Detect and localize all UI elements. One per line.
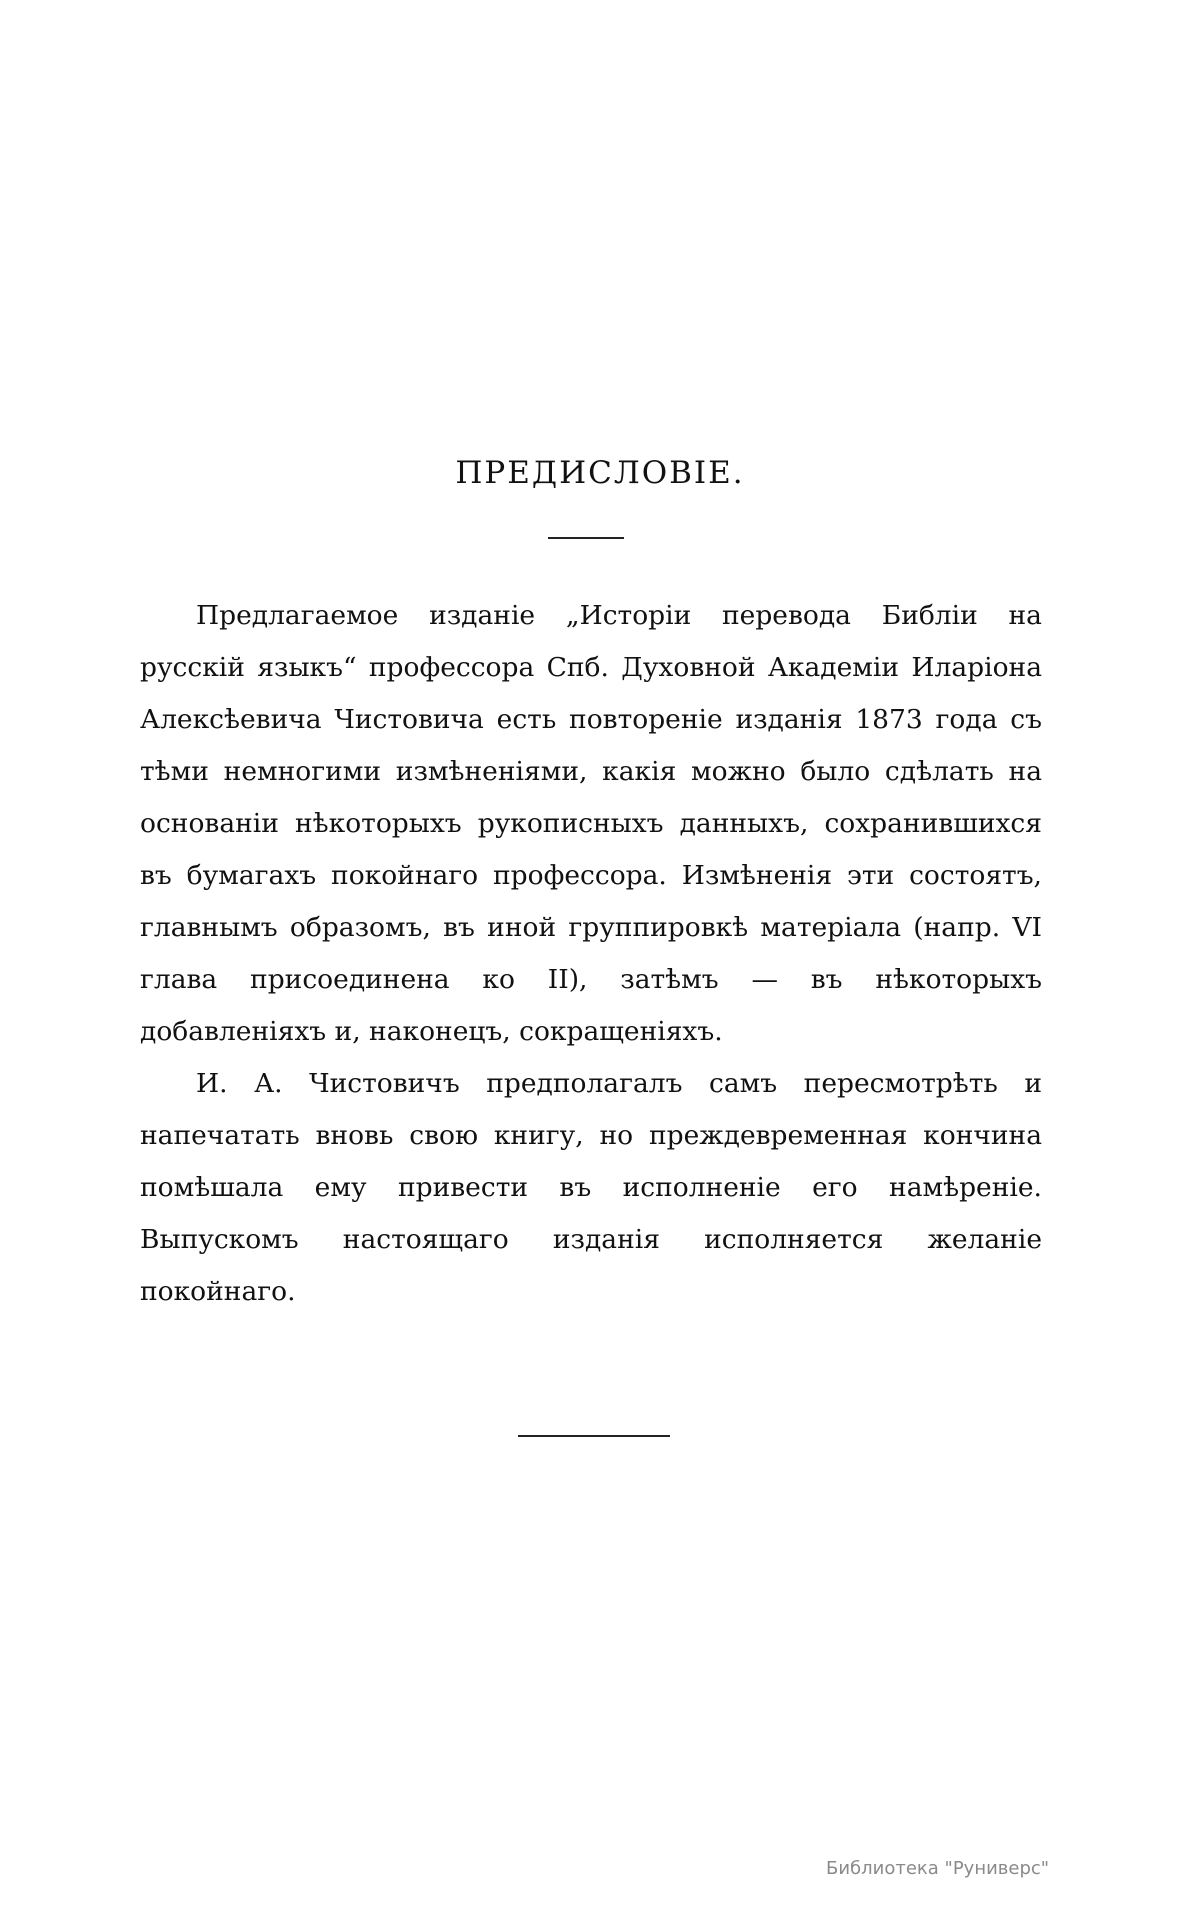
library-watermark: Библиотека "Руниверс"	[826, 1858, 1050, 1879]
preface-body	[140, 590, 1042, 1318]
page-title: ПРЕДИСЛОВІЕ.	[455, 455, 745, 491]
closing-divider	[518, 1435, 670, 1437]
paragraph-2: И. А. Чистовичъ предполагалъ самъ пересмотрѣть и напечатать вновь свою книгу, но преждевременная кончина помѣшала ему привести въ исполненіе его намѣреніе. Выпускомъ настоящаго изданія исполняется желаніе покойнаго.	[140, 1068, 1042, 1307]
paragraph-1: Предлагаемое изданіе „Исторіи перевода Библіи на русскій языкъ“ профессора Спб. Духовной Академіи Иларіона Алексѣевича Чистовича есть повтореніе изданія 1873 года съ тѣми немногими измѣненіями, какія можно было сдѣлать на основаніи нѣкоторыхъ рукописныхъ данныхъ, сохранившихся въ бумагахъ покойнаго профессора. Измѣненія эти состоятъ, главнымъ образомъ, въ иной группировкѣ матеріала (напр. VI глава присоединена ко II), затѣмъ — въ нѣкоторыхъ добавленіяхъ и, наконецъ, сокращеніяхъ.	[140, 600, 1042, 1047]
title-divider	[548, 537, 624, 539]
